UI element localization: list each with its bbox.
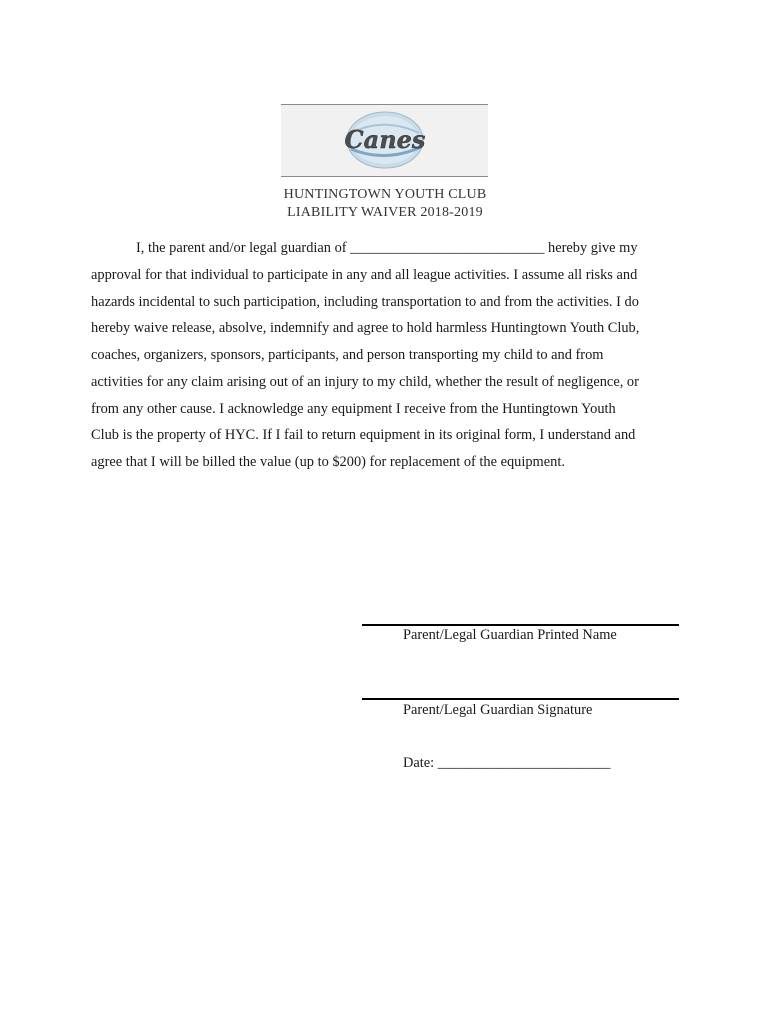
waiver-text-line: Club is the property of HYC. If I fail to return equipment in its original form, I understand and xyxy=(91,427,636,443)
signature-label: Parent/Legal Guardian Signature xyxy=(403,702,593,718)
printed-name-label: Parent/Legal Guardian Printed Name xyxy=(403,627,617,643)
date-field[interactable]: Date: ________________________ xyxy=(403,755,611,771)
waiver-text-line: I, the parent and/or legal guardian of ___________________________ hereby give my xyxy=(136,240,638,256)
logo-text: Canes xyxy=(344,125,426,154)
waiver-text-line: approval for that individual to participate in any and all league activities. I assume all risks and xyxy=(91,267,638,283)
waiver-text-line: coaches, organizers, sponsors, participants, and person transporting my child to and from xyxy=(91,347,604,363)
club-title: HUNTINGTOWN YOUTH CLUB xyxy=(283,187,487,202)
signature-line[interactable] xyxy=(362,698,679,700)
waiver-text-line: agree that I will be billed the value (up to $200) for replacement of the equipment. xyxy=(91,454,565,470)
printed-name-line[interactable] xyxy=(362,624,679,626)
logo-banner xyxy=(281,104,488,177)
waiver-text-line: hazards incidental to such participation, including transportation to and from the activities. I do xyxy=(91,294,639,310)
canes-logo-icon xyxy=(281,105,488,176)
waiver-text-line: from any other cause. I acknowledge any equipment I receive from the Huntingtown Youth xyxy=(91,401,616,417)
waiver-title: LIABILITY WAIVER 2018-2019 xyxy=(287,205,483,220)
waiver-text-line: hereby waive release, absolve, indemnify and agree to hold harmless Huntingtown Youth Club, xyxy=(91,320,640,336)
waiver-text-line: activities for any claim arising out of an injury to my child, whether the result of negligence, or xyxy=(91,374,639,390)
